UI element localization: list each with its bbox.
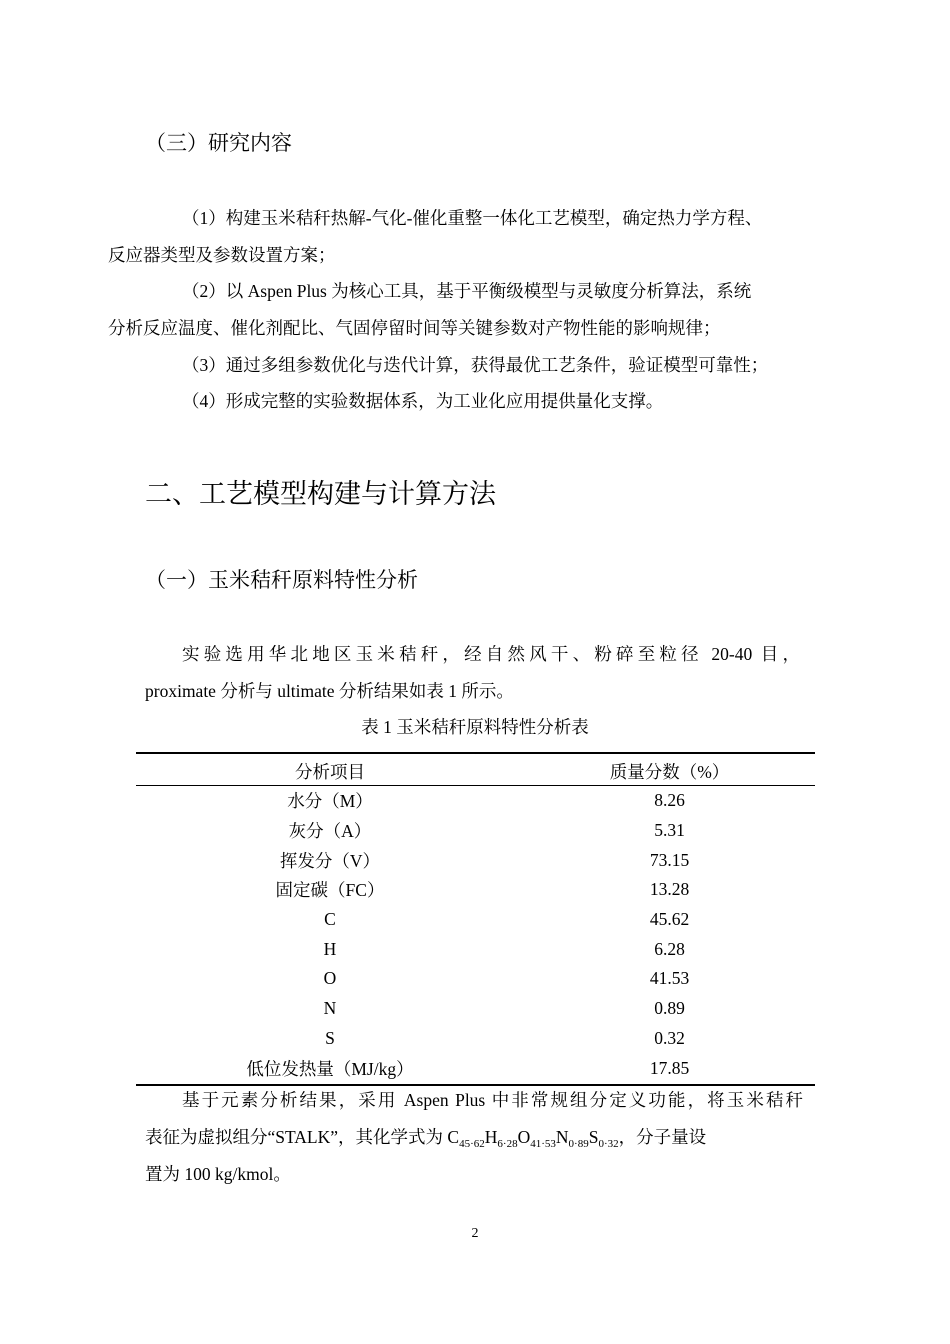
- table-caption: 表 1 玉米秸秆原料特性分析表: [361, 717, 589, 737]
- table-header-row: [136, 756, 815, 786]
- table-row: [136, 875, 815, 905]
- table-row: [136, 934, 815, 964]
- row-value: 6.28: [654, 938, 685, 959]
- table-row: [136, 905, 815, 935]
- page-number: 2: [471, 1226, 479, 1241]
- formula-h: H: [484, 1127, 498, 1147]
- research-item-4: （4）形成完整的实验数据体系，为工业化应用提供量化支撑。: [182, 391, 664, 411]
- row-value: 17.85: [649, 1057, 690, 1078]
- feedstock-analysis-table: [136, 756, 815, 1083]
- research-item-2: [108, 273, 813, 346]
- table-row: [136, 994, 815, 1024]
- section-title-research-content: （三）研究内容: [145, 131, 292, 155]
- row-value: 8.26: [654, 790, 685, 811]
- row-value: 45.62: [649, 909, 690, 930]
- intro-line-2: proximate 分析与 ultimate 分析结果如表 1 所示。: [145, 681, 514, 701]
- formula-s-sub: 0·32: [598, 1138, 619, 1150]
- row-item: H: [323, 938, 337, 959]
- formula-s: S: [588, 1127, 599, 1147]
- row-value: 0.89: [654, 998, 685, 1019]
- row-item: 挥发分（V）: [279, 850, 381, 871]
- row-item: 低位发热量（MJ/kg）: [246, 1058, 414, 1079]
- formula-o-sub: 41·53: [530, 1138, 556, 1150]
- section-title-raw-material: （一）玉米秸秆原料特性分析: [145, 568, 418, 592]
- header-mass-fraction: 质量分数（%）: [609, 761, 730, 782]
- row-item: C: [324, 909, 336, 930]
- table-row: [136, 1053, 815, 1083]
- formula-n-sub: 0·89: [568, 1138, 589, 1150]
- formula-o: O: [517, 1127, 531, 1147]
- research-item-1-line2: 反应器类型及参数设置方案；: [108, 244, 336, 265]
- row-item: O: [323, 968, 337, 989]
- row-item: N: [323, 998, 337, 1019]
- after-table-line-2-prefix: 表征为虚拟组分“STALK”，其化学式为: [145, 1127, 448, 1147]
- table-row: [136, 964, 815, 994]
- row-value: 0.32: [654, 1027, 685, 1048]
- after-table-line-1: 基于元素分析结果，采用 Aspen Plus 中非常规组分定义功能，将玉米秸秆: [182, 1090, 803, 1110]
- chemical-formula: [447, 1127, 619, 1150]
- table-row: [136, 1024, 815, 1054]
- chapter-title: 二、工艺模型构建与计算方法: [145, 479, 496, 510]
- formula-c-sub: 45·62: [459, 1138, 485, 1150]
- research-item-2-line2: 分析反应温度、催化剂配比、气固停留时间等关键参数对产物性能的影响规律；: [108, 317, 721, 338]
- header-analysis-item: 分析项目: [295, 761, 365, 782]
- row-value: 5.31: [654, 820, 685, 841]
- table-row: [136, 816, 815, 846]
- research-item-1-line1: （1）构建玉米秸秆热解-气化-催化重整一体化工艺模型，确定热力学方程、: [182, 208, 763, 228]
- row-item: 固定碳（FC）: [275, 880, 385, 901]
- research-item-3: （3）通过多组参数优化与迭代计算，获得最优工艺条件，验证模型可靠性；: [182, 355, 769, 375]
- row-value: 13.28: [649, 879, 690, 900]
- after-table-line-2-suffix: ，分子量设: [618, 1127, 707, 1147]
- formula-c: C: [447, 1127, 460, 1147]
- row-item: S: [325, 1027, 335, 1048]
- after-table-line-3: 置为 100 kg/kmol。: [145, 1164, 291, 1184]
- formula-h-sub: 6·28: [497, 1138, 518, 1150]
- table-row: [136, 845, 815, 875]
- intro-line-1: 实验选用华北地区玉米秸秆，经自然风干、粉碎至粒径 20-40 目，: [182, 644, 800, 664]
- row-item: 灰分（A）: [288, 821, 372, 842]
- row-item: 水分（M）: [287, 791, 373, 812]
- formula-n: N: [555, 1127, 569, 1147]
- research-item-2-line1: （2）以 Aspen Plus 为核心工具，基于平衡级模型与灵敏度分析算法，系统: [182, 281, 752, 301]
- research-item-1: [108, 200, 813, 273]
- row-value: 73.15: [649, 849, 690, 870]
- table-row: [136, 786, 815, 816]
- table-top-rule: [136, 752, 815, 754]
- row-value: 41.53: [649, 968, 690, 989]
